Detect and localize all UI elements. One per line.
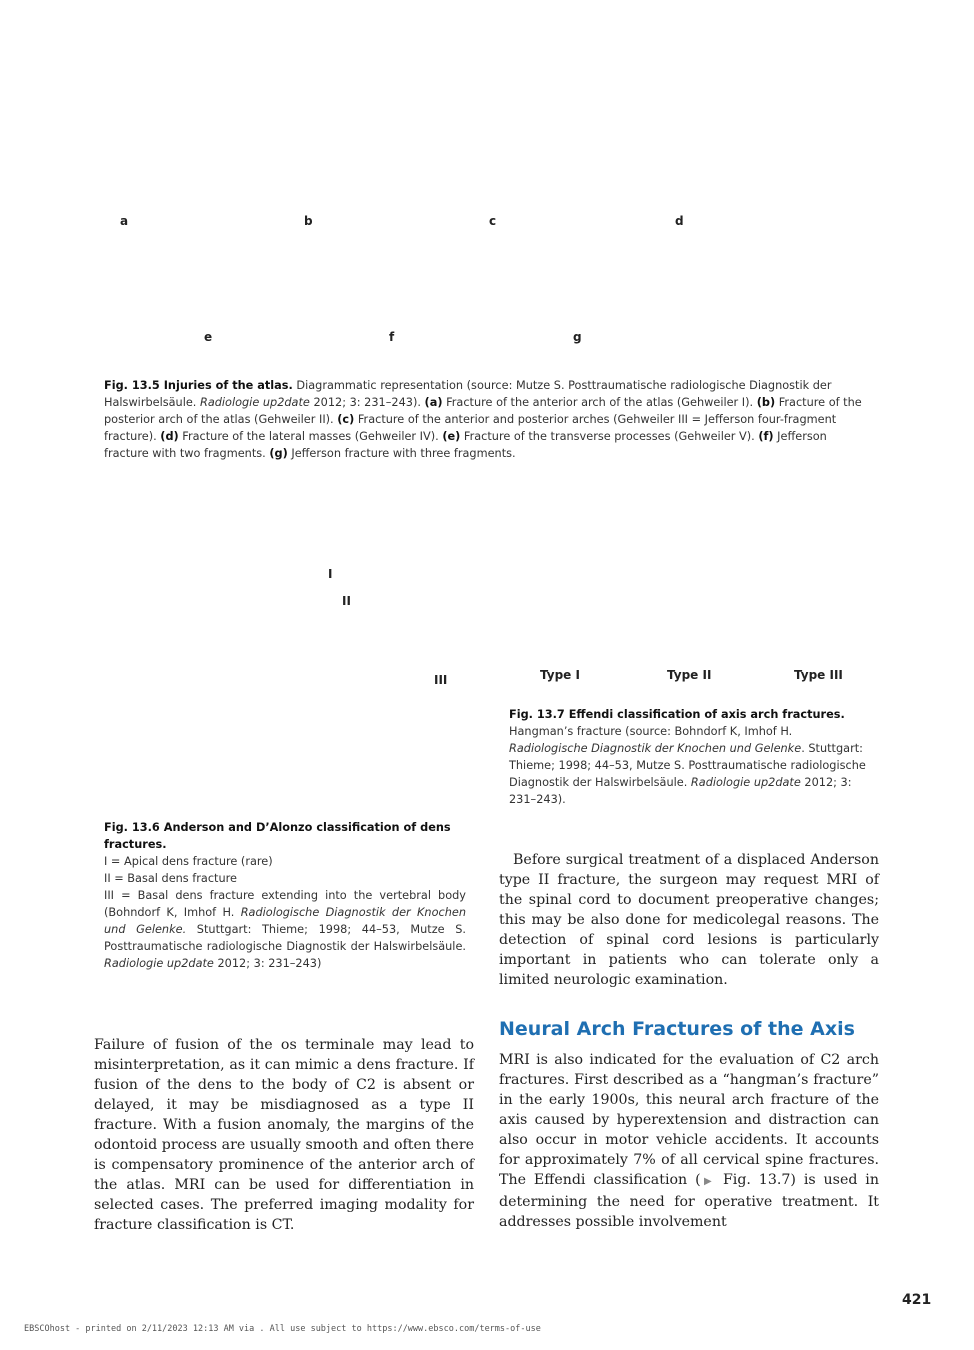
fig13-5-item-key: (a) (424, 396, 443, 409)
fig13-5-item-text: Fracture of the anterior arch of the atlas (Gehweiler I). (442, 396, 757, 409)
fig13-6-caption-book: Radiologische Diagnostik der Knochen und Gelenke. (104, 906, 466, 936)
fig13-5-item-text: Fracture of the transverse processes (Gehweiler V). (460, 430, 759, 443)
fig13-6-caption (104, 819, 466, 972)
fig13-6-caption-line: I = Apical dens fracture (rare) (104, 855, 273, 868)
fig13-5-panel-label-c: c (489, 214, 497, 228)
fig13-7-label-type-ii: Type II (667, 668, 712, 682)
fig13-5-item-text: Jefferson fracture with three fragments. (287, 447, 516, 460)
ebsco-footer: EBSCOhost - printed on 2/11/2023 12:13 AM via . All use subject to https://www.ebsco.com/terms-of-use (24, 1324, 541, 1334)
right-paragraph-1-text: Before surgical treatment of a displaced Anderson type II fracture, the surgeon may request MRI of the spinal cord to document preoperative changes; this may be also done for medicolegal reasons. The detection of spinal cord lesions is particularly important in patients who can tolerate only a limited neurologic examination. (499, 852, 879, 988)
fig13-5-panel-label-a: a (120, 214, 129, 228)
figure-reference-link[interactable]: Fig. 13.7 (715, 1172, 791, 1188)
fig13-5-panel-label-f: f (389, 330, 395, 344)
fig13-7-caption (509, 706, 874, 808)
fig13-7-caption-text: 2012; 3: 231–243). (509, 776, 852, 806)
fig13-5-caption-journal: Radiologie up2date (199, 396, 310, 409)
fig13-7-label-type-i: Type I (540, 668, 580, 682)
fig13-5-panel-label-d: d (675, 214, 684, 228)
right-paragraph-2 (499, 1050, 879, 1232)
fig13-5-item-key: (g) (269, 447, 288, 460)
fig13-5-panel-label-e: e (204, 330, 213, 344)
right-paragraph-1 (499, 850, 879, 990)
fig13-5-item-text: Fracture of the lateral masses (Gehweiler IV). (178, 430, 443, 443)
fig13-5-item-key: (e) (442, 430, 461, 443)
fig13-5-item-text: Jefferson fracture with two fragments. (104, 430, 827, 460)
fig13-6-caption-journal: Radiologie up2date (104, 957, 214, 970)
fig13-7-caption-journal: Radiologie up2date (690, 776, 801, 789)
fig13-5-caption (104, 377, 874, 462)
fig13-6-caption-line (104, 887, 466, 972)
fig13-5-caption-text: Diagrammatic representation (source: Mutze S. Posttraumatische radiologische Diagnostik der Halswirbelsäule. (104, 379, 832, 409)
figure-reference-arrow-icon: ▶ (700, 1176, 716, 1187)
right-paragraph-2-text: MRI is also indicated for the evaluation of C2 arch fractures. First described as a “hangman’s fracture” in the early 1900s, this neural arch fracture of the axis caused by hyperextension and distraction can also occur in motor vehicle accidents. It accounts for approximately 7% of all cervical spine fractures. The Effendi classification ( (499, 1052, 879, 1188)
page-number: 421 (902, 1292, 932, 1308)
fig13-6-caption-text: Stuttgart: Thieme; 1998; 44–53, Mutze S. Posttraumatische radiologische Diagnostik der Halswirbelsäule. (104, 923, 466, 953)
fig13-7-caption-title: Fig. 13.7 Effendi classification of axis arch fractures. (509, 708, 845, 721)
fig13-6-label-III: III (434, 673, 448, 687)
fig13-5-item-text: Fracture of the posterior arch of the atlas (Gehweiler II). (104, 396, 862, 426)
fig13-6-caption-title (104, 819, 466, 853)
fig13-6-label-II: II (342, 594, 351, 608)
fig13-5-panel-label-g: g (573, 330, 582, 344)
fig13-7-caption-text: Hangman’s fracture (source: Bohndorf K, Imhof H. (509, 725, 793, 738)
section-heading: Neural Arch Fractures of the Axis (499, 1018, 855, 1040)
fig13-5-panel-label-b: b (304, 214, 313, 228)
fig13-6-caption-text: 2012; 3: 231–243) (213, 957, 322, 970)
fig13-7-caption-text: . Stuttgart: Thieme; 1998; 44–53, Mutze S. Posttraumatische radiologische Diagnostik der Halswirbelsäule. (509, 742, 866, 789)
fig13-6-caption-title-text: Fig. 13.6 Anderson and D’Alonzo classification of dens fractures. (104, 821, 451, 851)
fig13-5-item-key: (d) (160, 430, 179, 443)
fig13-5-item-key: (f) (758, 430, 774, 443)
fig13-5-item-key: (b) (756, 396, 776, 409)
fig13-5-item-key: (c) (337, 413, 355, 426)
right-paragraph-2-text: ) is used in determining the need for operative treatment. It addresses possible involvement (499, 1172, 879, 1230)
fig13-5-caption-citation: 2012; 3: 231–243). (309, 396, 425, 409)
fig13-5-caption-title: Fig. 13.5 Injuries of the atlas. (104, 379, 293, 392)
fig13-5-item-text: Fracture of the anterior and posterior arches (Gehweiler III = Jefferson four-fragment fracture). (104, 413, 837, 443)
fig13-7-caption-book: Radiologische Diagnostik der Knochen und Gelenke (509, 742, 802, 755)
fig13-6-label-I: I (328, 567, 333, 581)
fig13-6-caption-line: II = Basal dens fracture (104, 872, 237, 885)
fig13-7-label-type-iii: Type III (794, 668, 843, 682)
left-paragraph-1: Failure of fusion of the os terminale may lead to misinterpretation, as it can mimic a dens fracture. If fusion of the dens to the body of C2 is absent or delayed, it may be misdiagnosed as a type II fracture. With a fusion anomaly, the margins of the odontoid process are usually smooth and often there is compensatory prominence of the anterior arch of the atlas. MRI can be used for differentiation in selected cases. The preferred imaging modality for fracture classification is CT. (94, 1037, 474, 1233)
fig13-6-caption-text: III = Basal dens fracture extending into the vertebral body (Bohndorf K, Imhof H. (104, 889, 466, 919)
